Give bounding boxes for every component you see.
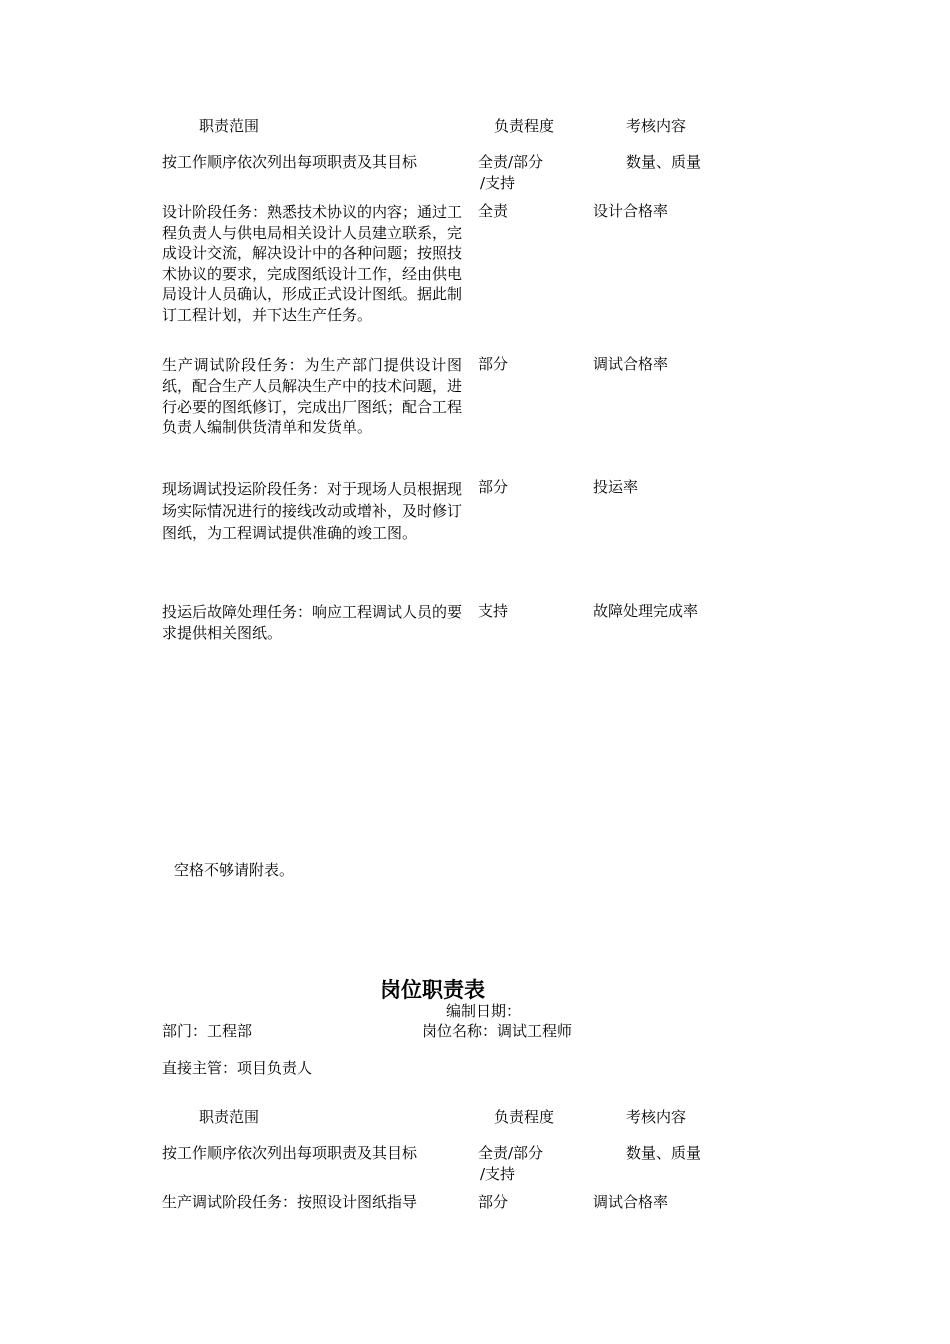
subheader-assess: 数量、质量: [626, 1144, 702, 1162]
subheader-duty: 按工作顺序依次列出每项职责及其目标: [162, 1144, 418, 1162]
duty-row-1-assess: 设计合格率: [593, 202, 669, 220]
duty-row-1-degree: 全责: [478, 202, 509, 220]
header-responsibility-degree: 负责程度: [494, 117, 555, 135]
subheader-degree-line1: 全责/部分: [478, 153, 544, 171]
duty-row-4-assess: 故障处理完成率: [593, 602, 699, 620]
compile-date-label: 编制日期：: [446, 1002, 522, 1020]
position-name-field: 岗位名称：调试工程师: [422, 1022, 573, 1040]
duty-row-3-assess: 投运率: [593, 478, 639, 496]
duty-row-4-degree: 支持: [478, 602, 509, 620]
subheader-assess: 数量、质量: [626, 153, 702, 171]
insufficient-space-note: 空格不够请附表。: [174, 861, 295, 879]
header-duty-scope: 职责范围: [199, 1108, 260, 1126]
header-duty-scope: 职责范围: [199, 117, 260, 135]
duty-row-2-assess: 调试合格率: [593, 355, 669, 373]
duty-row-2-degree: 部分: [478, 355, 509, 373]
duty-row-2-text: 生产调试阶段任务：为生产部门提供设计图纸，配合生产人员解决生产中的技术问题，进行必要的图纸修订，完成出厂图纸；配合工程负责人编制供货清单和发货单。: [162, 356, 463, 437]
duty-row-1-degree: 部分: [478, 1193, 509, 1211]
header-responsibility-degree: 负责程度: [494, 1108, 555, 1126]
duty-row-1-text: 生产调试阶段任务：按照设计图纸指导: [162, 1193, 418, 1211]
subheader-degree-line2: /支持: [480, 1165, 516, 1183]
header-assessment-content: 考核内容: [626, 1108, 687, 1126]
subheader-degree-line2: /支持: [480, 174, 516, 192]
duty-row-1-assess: 调试合格率: [593, 1193, 669, 1211]
direct-supervisor-field: 直接主管：项目负责人: [162, 1059, 313, 1077]
page-title: 岗位职责表: [380, 977, 485, 1002]
header-assessment-content: 考核内容: [626, 117, 687, 135]
duty-row-3-text: 现场调试投运阶段任务：对于现场人员根据现场实际情况进行的接线改动或增补，及时修订图纸，为工程调试提供准确的竣工图。: [162, 480, 463, 542]
subheader-degree-line1: 全责/部分: [478, 1144, 544, 1162]
subheader-duty: 按工作顺序依次列出每项职责及其目标: [162, 153, 418, 171]
duty-row-3-degree: 部分: [478, 478, 509, 496]
duty-row-4-text: 投运后故障处理任务：响应工程调试人员的要求提供相关图纸。: [162, 603, 463, 642]
department-field: 部门：工程部: [162, 1022, 253, 1040]
duty-row-1-text: 设计阶段任务：熟悉技术协议的内容；通过工程负责人与供电局相关设计人员建立联系，完成设计交流，解决设计中的各种问题；按照技术协议的要求，完成图纸设计工作，经由供电局设计人员确认，形成正式设计图纸。据此制订工程计划，并下达生产任务。: [162, 203, 463, 324]
